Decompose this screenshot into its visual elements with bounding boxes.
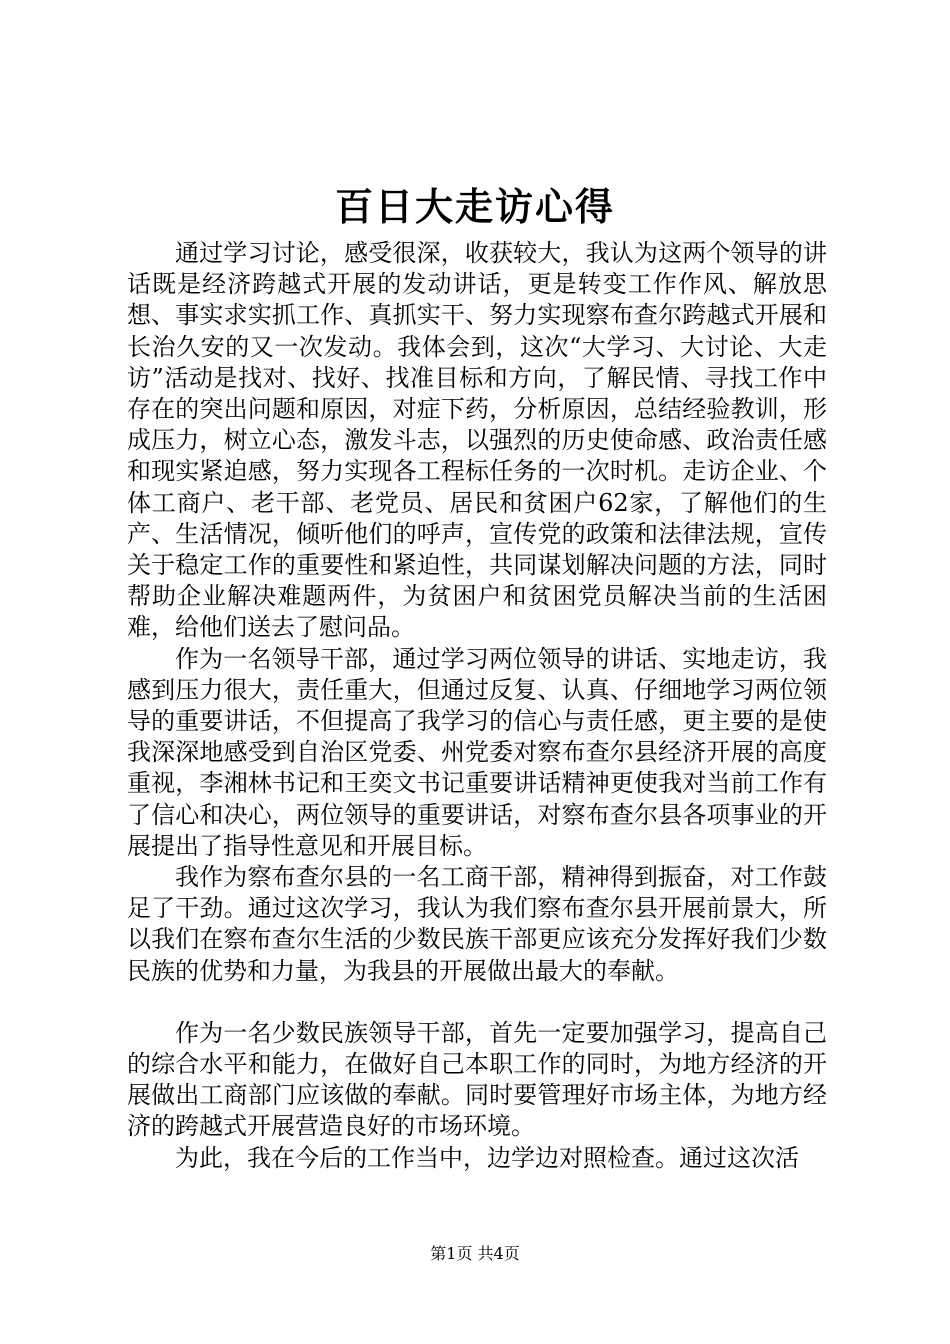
paragraph: 通过学习讨论，感受很深，收获较大，我认为这两个领导的讲话既是经济跨越式开展的发动讲话，更是转变工作作风、解放思想、事实求实抓工作、真抓实干、努力实现察布查尔跨越式开展和长治久安的又一次发动。我体会到，这次“大学习、大讨论、大走访”活动是找对、找好、找准目标和方向，了解民情、寻找工作中存在的突出问题和原因，对症下药，分析原因，总结经验教训，形成压力，树立心态，激发斗志，以强烈的历史使命感、政治责任感和现实紧迫感，努力实现各工程标任务的一次时机。走访企业、个体工商户、老干部、老党员、居民和贫困户62家，了解他们的生产、生活情况，倾听他们的呼声，宣传党的政策和法律法规，宣传关于稳定工作的重要性和紧迫性，共同谋划解决问题的方法，同时帮助企业解决难题两件，为贫困户和贫困党员解决当前的生活困难，给他们送去了慰问品。 [127, 239, 827, 642]
paragraph: 作为一名领导干部，通过学习两位领导的讲话、实地走访，我感到压力很大，责任重大，但通过反复、认真、仔细地学习两位领导的重要讲话，不但提高了我学习的信心与责任感，更主要的是使我深深地感受到自治区党委、州党委对察布查尔县经济开展的高度重视，李湘林书记和王奕文书记重要讲话精神更使我对当前工作有了信心和决心，两位领导的重要讲话，对察布查尔县各项事业的开展提出了指导性意见和开展目标。 [127, 644, 827, 860]
page-title: 百日大走访心得 [334, 184, 615, 229]
paragraph: 为此，我在今后的工作当中，边学边对照检查。通过这次活 [175, 1143, 799, 1172]
document-body [127, 238, 827, 1174]
paragraph: 作为一名少数民族领导干部，首先一定要加强学习，提高自己的综合水平和能力，在做好自己本职工作的同时，为地方经济的开展做出工商部门应该做的奉献。同时要管理好市场主体，为地方经济的跨越式开展营造良好的市场环境。 [127, 1018, 827, 1141]
page-number-footer: 第1页 共4页 [430, 1244, 520, 1263]
paragraph: 我作为察布查尔县的一名工商干部，精神得到振奋，对工作鼓足了干劲。通过这次学习，我认为我们察布查尔县开展前景大，所以我们在察布查尔生活的少数民族干部更应该充分发挥好我们少数民族的优势和力量，为我县的开展做出最大的奉献。 [127, 863, 827, 985]
